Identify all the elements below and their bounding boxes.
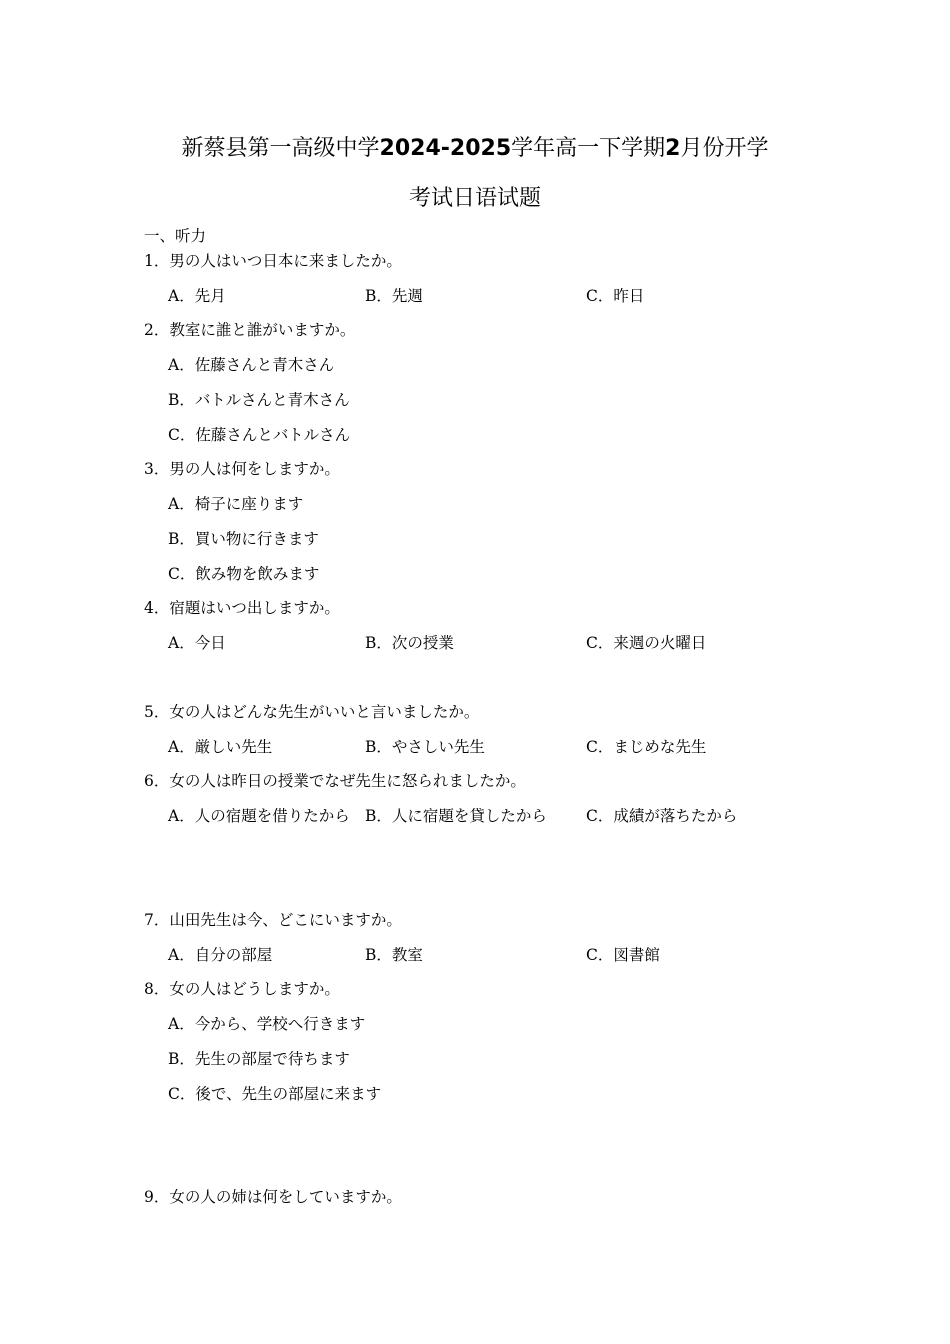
q8-option-c xyxy=(168,1083,381,1105)
question-8 xyxy=(144,978,340,1000)
q5-option-a xyxy=(168,736,272,758)
option-text: 佐藤さんと青木さん xyxy=(194,356,335,374)
option-label: B． xyxy=(168,530,195,548)
option-label: C． xyxy=(168,426,196,444)
option-label: C． xyxy=(586,946,614,964)
question-text: 山田先生は今、どこにいますか。 xyxy=(169,911,402,929)
q1-option-c xyxy=(586,285,644,307)
option-text: やさしい先生 xyxy=(391,738,485,756)
option-label: A． xyxy=(168,287,195,305)
option-label: A． xyxy=(168,807,195,825)
option-text: 椅子に座ります xyxy=(194,495,304,513)
option-label: B． xyxy=(365,738,392,756)
q7-option-b xyxy=(365,944,423,966)
option-label: C． xyxy=(586,634,614,652)
q4-option-c xyxy=(586,632,706,654)
option-label: B． xyxy=(168,391,195,409)
title-month-number: 2 xyxy=(665,136,681,161)
q3-option-a xyxy=(168,493,303,515)
option-text: 後で、先生の部屋に来ます xyxy=(195,1085,382,1103)
option-text: 教室 xyxy=(391,946,423,964)
q5-option-b xyxy=(365,736,485,758)
title-year: 2024-2025 xyxy=(379,136,512,161)
question-text: 女の人はどんな先生がいいと言いましたか。 xyxy=(169,703,480,721)
option-label: B． xyxy=(365,807,392,825)
option-label: A． xyxy=(168,738,195,756)
option-label: C． xyxy=(168,565,196,583)
question-text: 女の人は昨日の授業でなぜ先生に怒られましたか。 xyxy=(169,772,526,790)
question-2 xyxy=(144,319,355,341)
option-text: 厳しい先生 xyxy=(194,738,273,756)
question-number: 2． xyxy=(144,321,170,339)
q4-option-b xyxy=(365,632,454,654)
question-1 xyxy=(144,250,402,272)
document-title-line1 xyxy=(0,134,950,164)
q6-option-c xyxy=(586,805,737,827)
question-number: 1． xyxy=(144,252,170,270)
option-label: C． xyxy=(168,1085,196,1103)
option-text: 次の授業 xyxy=(391,634,454,652)
question-number: 7． xyxy=(144,911,170,929)
question-number: 6． xyxy=(144,772,170,790)
q2-option-a xyxy=(168,354,334,376)
question-9 xyxy=(144,1186,402,1208)
option-label: C． xyxy=(586,738,614,756)
title-text-a: 新蔡县第一高级中学 xyxy=(181,136,380,161)
q6-option-b xyxy=(365,805,547,827)
option-text: 図書館 xyxy=(613,946,660,964)
question-text: 教室に誰と誰がいますか。 xyxy=(169,321,356,339)
title-text-e: 月份开学 xyxy=(680,136,769,161)
question-number: 3． xyxy=(144,460,170,478)
question-text: 宿題はいつ出しますか。 xyxy=(169,599,340,617)
question-text: 男の人は何をしますか。 xyxy=(169,460,340,478)
option-text: 先週 xyxy=(391,287,423,305)
option-text: 買い物に行きます xyxy=(194,530,319,548)
q8-option-b xyxy=(168,1048,350,1070)
q1-option-b xyxy=(365,285,423,307)
option-text: 佐藤さんとバトルさん xyxy=(195,426,351,444)
question-4 xyxy=(144,597,340,619)
option-text: 人の宿題を借りたから xyxy=(194,807,350,825)
option-label: A． xyxy=(168,495,195,513)
q3-option-b xyxy=(168,528,319,550)
question-number: 8． xyxy=(144,980,170,998)
option-label: A． xyxy=(168,356,195,374)
option-text: バトルさんと青木さん xyxy=(194,391,350,409)
q6-option-a xyxy=(168,805,350,827)
q2-option-b xyxy=(168,389,350,411)
option-label: A． xyxy=(168,946,195,964)
q8-option-a xyxy=(168,1013,365,1035)
option-label: B． xyxy=(365,634,392,652)
question-text: 女の人はどうしますか。 xyxy=(169,980,340,998)
document-title-line2: 考试日语试题 xyxy=(408,186,541,211)
option-label: C． xyxy=(586,807,614,825)
option-label: B． xyxy=(365,946,392,964)
question-6 xyxy=(144,770,526,792)
title-text-c: 学年高一下学期 xyxy=(511,136,666,161)
option-label: A． xyxy=(168,634,195,652)
q2-option-c xyxy=(168,424,350,446)
option-text: 人に宿題を貸したから xyxy=(391,807,547,825)
q7-option-a xyxy=(168,944,272,966)
option-text: 先生の部屋で待ちます xyxy=(194,1050,350,1068)
question-3 xyxy=(144,458,340,480)
option-text: 自分の部屋 xyxy=(194,946,273,964)
section-heading: 一、听力 xyxy=(144,227,207,245)
option-text: 先月 xyxy=(194,287,226,305)
question-number: 4． xyxy=(144,599,170,617)
option-text: 来週の火曜日 xyxy=(613,634,707,652)
option-text: まじめな先生 xyxy=(613,738,707,756)
q3-option-c xyxy=(168,563,319,585)
q4-option-a xyxy=(168,632,226,654)
question-text: 女の人の姉は何をしていますか。 xyxy=(169,1188,402,1206)
question-number: 5． xyxy=(144,703,170,721)
q7-option-c xyxy=(586,944,660,966)
q5-option-c xyxy=(586,736,706,758)
option-text: 成績が落ちたから xyxy=(613,807,738,825)
option-text: 今日 xyxy=(194,634,226,652)
q1-option-a xyxy=(168,285,226,307)
option-text: 昨日 xyxy=(613,287,645,305)
option-label: A． xyxy=(168,1015,195,1033)
option-text: 今から、学校へ行きます xyxy=(194,1015,366,1033)
option-label: B． xyxy=(168,1050,195,1068)
option-label: B． xyxy=(365,287,392,305)
option-label: C． xyxy=(586,287,614,305)
question-5 xyxy=(144,701,479,723)
option-text: 飲み物を飲みます xyxy=(195,565,320,583)
question-text: 男の人はいつ日本に来ましたか。 xyxy=(169,252,402,270)
question-number: 9． xyxy=(144,1188,170,1206)
question-7 xyxy=(144,909,402,931)
